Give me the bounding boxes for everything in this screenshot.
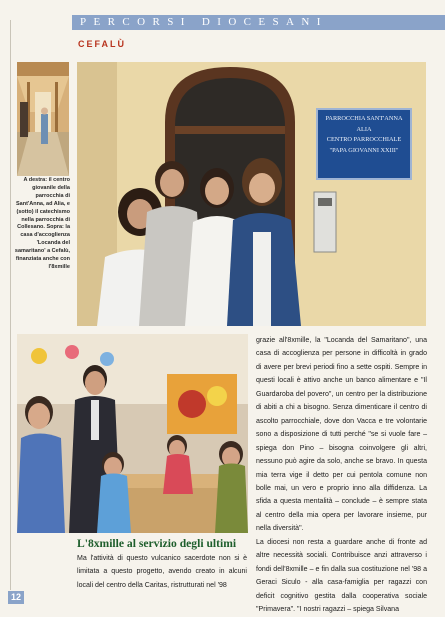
classroom-photo: [17, 334, 248, 533]
page-number: 12: [8, 591, 24, 604]
article-headline: L'8xmille al servizio degli ultimi: [77, 537, 237, 550]
plaque-line-2: ALIA: [356, 125, 372, 133]
group-photo: [77, 62, 426, 326]
article-paragraph: Ma l'attività di questo vulcanico sacerdote non si è limitata a questo progetto, avendo creato in alcuni locali del centro della Caritas, ristrutturati nel '98: [77, 555, 247, 589]
article-column-left: [77, 552, 247, 592]
section-title: PERCORSI DIOCESANI: [80, 16, 328, 28]
article-column-right: [256, 334, 427, 617]
margin-rule: [10, 20, 11, 590]
subsection-title: CEFALÙ: [78, 39, 126, 49]
photo-caption: A destra: il centro giovanile della parrocchia di Sant'Anna, ad Alia, e (sotto) il catechismo nella parrocchia di Collesano. Sopra: la casa d'accoglienza 'Locanda del samaritano' a Cefalù, finanziata anche con l'8xmille: [14, 177, 70, 270]
plaque-line-3: CENTRO PARROCCHIALE: [326, 136, 402, 143]
corridor-photo: [17, 62, 69, 176]
article-paragraph: grazie all'8xmille, la "Locanda del Samaritano", una casa di accoglienza per persone in difficoltà in grado di avere per brevi periodi fino a sette ospiti. Sempre in questi locali è attivo anche un banco alimentare e "Il Guardaroba del povero", un centro per la distribuzione di abiti a chi a bisogno. Senza dimenticare il centro di ascolto parrocchiale, dove don Vacca e tre volontarie sono a disposizione di tutti perché "se si vuole fare – spiega don Pino – bisogna coinvolgere gli altri, nessuno può agire da solo, anche se bravo. In questa mia terra vige il detto per cui pentola comune non bolle mai, un vero e proprio inno alla diffidenza. La sfida a questa mentalità – conclude – è sempre stata al centro della mia opera per lavorare insieme, pur nella diversità".: [256, 337, 427, 533]
article-paragraph: La diocesi non resta a guardare anche di fronte ad altre necessità sociali. Contribuisce anzi attraverso i fondi dell'8xmille – e fin dalla sua costituzione nel '98 a Geraci Siculo - alla casa-famiglia per ragazzi con deficit cognitivo gestita dalla cooperativa sociale "Primavera". "I nostri ragazzi – spiega Silvana: [256, 538, 427, 614]
parish-plaque: [316, 108, 412, 180]
plaque-line-1: PARROCCHIA SANT'ANNA: [325, 115, 403, 122]
plaque-line-4: "PAPA GIOVANNI XXIII": [329, 146, 399, 154]
